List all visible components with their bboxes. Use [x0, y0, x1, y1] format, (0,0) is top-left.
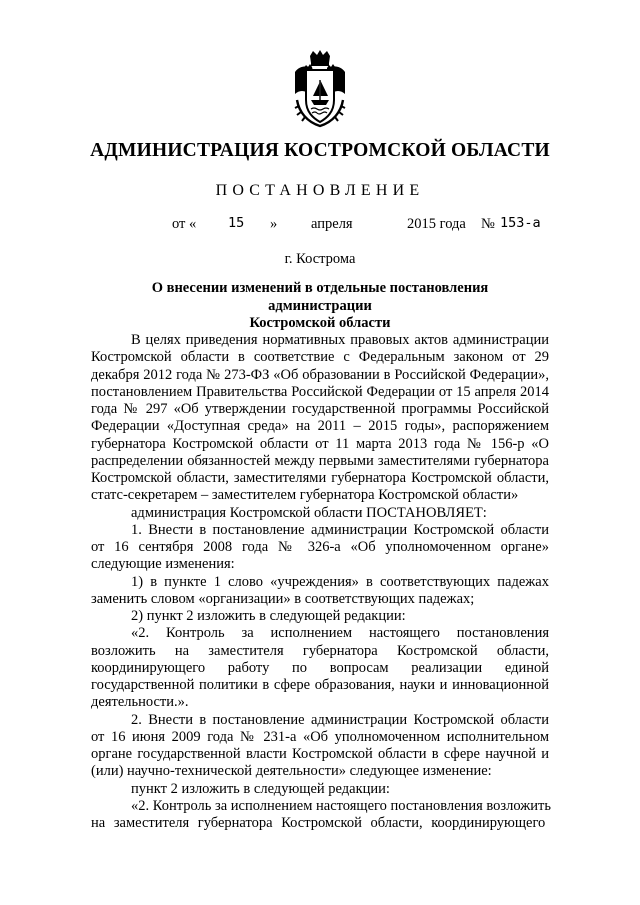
organization-title: АДМИНИСТРАЦИЯ КОСТРОМСКОЙ ОБЛАСТИ: [90, 140, 550, 161]
date-month: апреля: [311, 216, 353, 232]
document-type-title: ПОСТАНОВЛЕНИЕ: [215, 182, 425, 199]
date-prefix: от «: [172, 216, 197, 232]
item-2-point-paragraph: пункт 2 изложить в следующей редакции:: [131, 780, 390, 797]
item-2-paragraph: 2. Внести в постановление администрации Костромской области от 16 июня 2009 года № 231-а «Об уполномоченном исполнительном органе государственной власти Костромской области в сфере научной и (или) научно-технической деятельности» следующее изменение:: [91, 711, 549, 780]
resolution-paragraph: администрация Костромской области ПОСТАНОВЛЯЕТ:: [131, 504, 487, 521]
number-sign: №: [481, 216, 495, 232]
item-1-2-paragraph: 2) пункт 2 изложить в следующей редакции:: [131, 608, 406, 624]
date-day: 15: [228, 215, 245, 231]
coat-of-arms-emblem: [289, 50, 351, 130]
item-2-text-line-2: на заместителя губернатора Костромской области, координирующего: [91, 815, 546, 831]
city-line: г. Кострома: [284, 251, 356, 267]
date-day-close: »: [270, 216, 278, 232]
subject-line-1: О внесении изменений в отдельные постановления администрации: [151, 280, 489, 314]
item-2-text-line-1: «2. Контроль за исполнением настоящего постановления возложить: [131, 797, 551, 814]
subject-line-2: Костромской области: [249, 315, 391, 331]
item-1-2-text-paragraph: «2. Контроль за исполнением настоящего постановления возложить на заместителя губернатора Костромской области, координирующего работу по вопросам реализации единой государственной политики в сфере образования, науки и инновационной деятельности.».: [91, 625, 549, 711]
date-year: 2015 года: [407, 216, 466, 232]
item-1-paragraph: 1. Внести в постановление администрации Костромской области от 16 сентября 2008 года № 326-а «Об уполномоченном органе» следующие изменения:: [91, 521, 549, 573]
document-subject: [100, 280, 540, 333]
item-1-1-paragraph: 1) в пункте 1 слово «учреждения» в соответствующих падежах заменить словом «организации» в соответствующих падежах;: [91, 573, 549, 607]
document-body: [91, 332, 549, 832]
preamble-paragraph: В целях приведения нормативных правовых актов администрации Костромской области в соответствие с Федеральным законом от 29 декабря 2012 года № 273-ФЗ «Об образовании в Российской Федерации», постановлением Правительства Российской Федерации от 15 апреля 2014 года № 297 «Об утверждении государственной программы Российской Федерации «Доступная среда» на 2011 – 2015 годы», распоряжением губернатора Костромской области от 11 марта 2013 года № 156-р «О распределении обязанностей между первыми заместителями губернатора Костромской области, заместителями губернатора Костромской области, статс-секретарем – заместителем губернатора Костромской области»: [91, 332, 549, 504]
document-number: 153-а: [500, 215, 541, 231]
